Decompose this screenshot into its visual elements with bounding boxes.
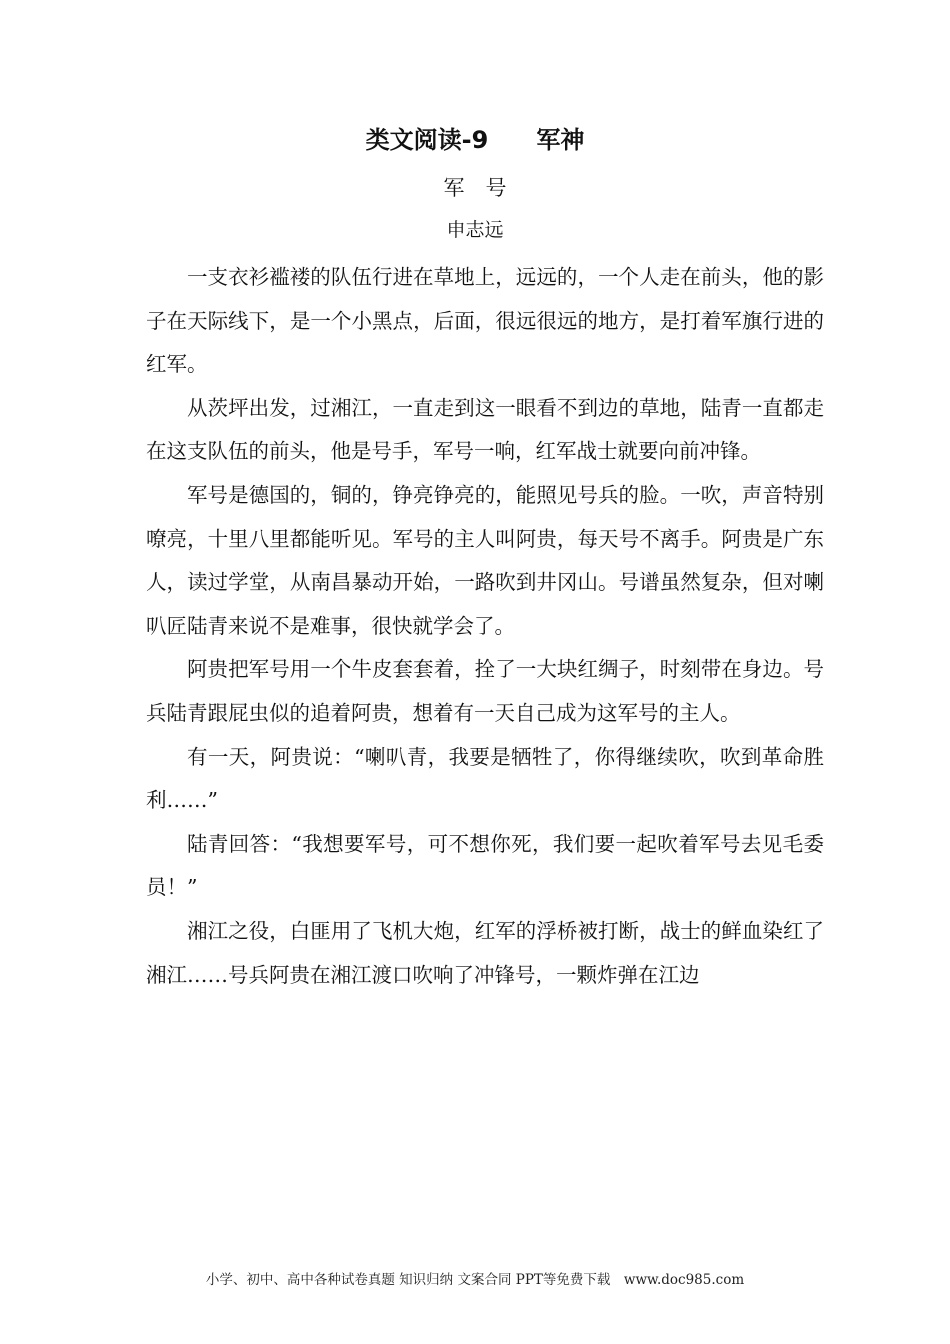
article-title: 军 号 (443, 176, 507, 200)
paragraph: 军号是德国的，铜的，铮亮铮亮的，能照见号兵的脸。一吹，声音特别嘹亮，十里八里都能听见。军号的主人叫阿贵，每天号不离手。阿贵是广东人，读过学堂，从南昌暴动开始，一路吹到井冈山。号谱虽然复杂，但对喇叭匠陆青来说不是难事，很快就学会了。 (146, 482, 824, 638)
article-body (146, 256, 824, 997)
paragraph: 从茨坪出发，过湘江，一直走到这一眼看不到边的草地，陆青一直都走在这支队伍的前头，他是号手，军号一响，红军战士就要向前冲锋。 (146, 395, 824, 464)
paragraph: 陆青回答：“我想要军号，可不想你死，我们要一起吹着军号去见毛委员！” (146, 831, 824, 900)
article-author: 申志远 (446, 219, 504, 241)
paragraph: 阿贵把军号用一个牛皮套套着，拴了一大块红绸子，时刻带在身边。号兵陆青跟屁虫似的追着阿贵，想着有一天自己成为这军号的主人。 (146, 657, 824, 725)
paragraph: 一支衣衫褴褛的队伍行进在草地上，远远的，一个人走在前头，他的影子在天际线下，是一个小黑点，后面，很远很远的地方，是打着军旗行进的红军。 (146, 265, 824, 377)
paragraph: 有一天，阿贵说：“喇叭青，我要是牺牲了，你得继续吹，吹到革命胜利……” (146, 744, 824, 813)
paragraph: 湘江之役，白匪用了飞机大炮，红军的浮桥被打断，战士的鲜血染红了湘江……号兵阿贵在湘江渡口吹响了冲锋号，一颗炸弹在江边 (146, 918, 824, 987)
page-footer: 小学、初中、高中各种试卷真题 知识归纳 文案合同 PPT等免费下载 www.doc985.com (205, 1272, 745, 1288)
document-title: 类文阅读-9 军神 (365, 126, 585, 154)
